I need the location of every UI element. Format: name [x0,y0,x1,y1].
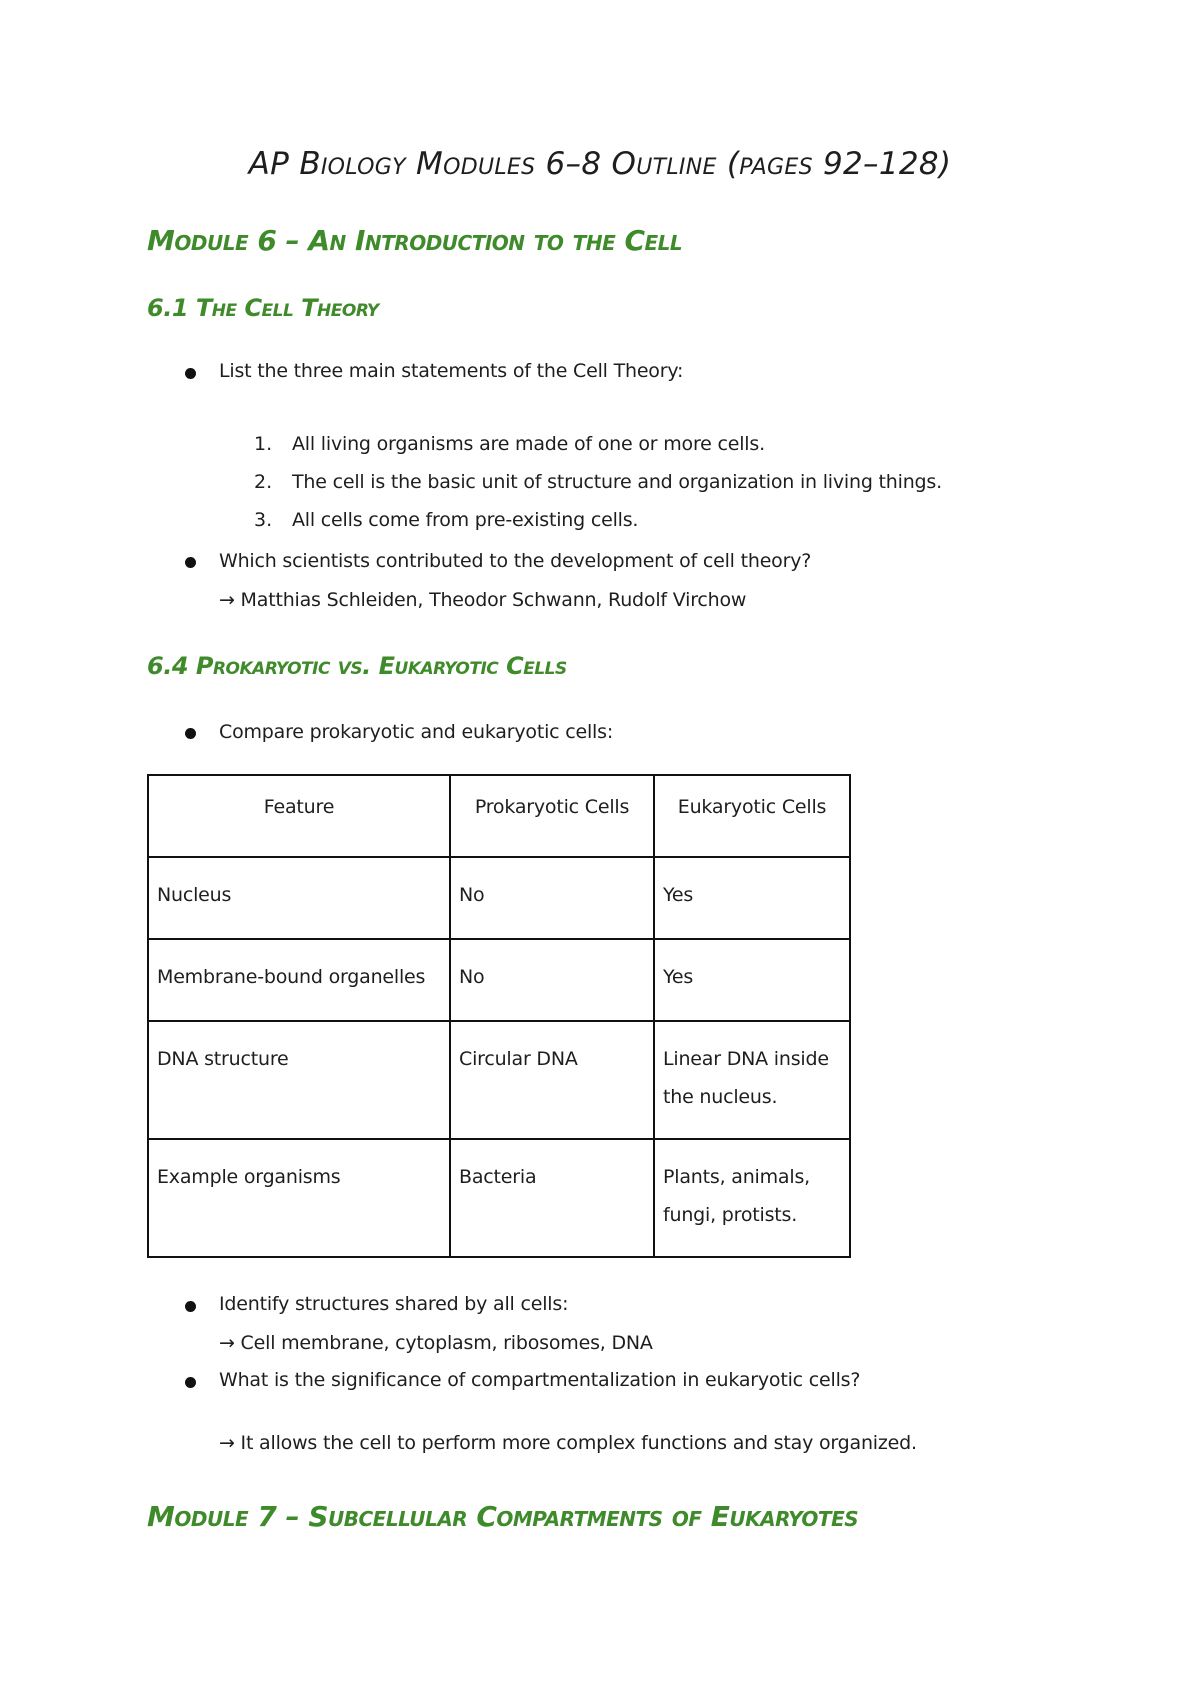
table-row [148,857,850,939]
table-cell: DNA structure [157,1048,289,1070]
section-6-1-heading: 6.1 The Cell Theory [147,294,379,322]
table-cell: Circular DNA [459,1048,578,1070]
list-number: 2. [254,471,273,493]
section-6-4-heading: 6.4 Prokaryotic vs. Eukaryotic Cells [147,652,567,680]
cell-comparison-table [147,774,851,1258]
cell-theory-statement: All living organisms are made of one or more cells. [292,433,765,455]
table-cell: Plants, animals, fungi, protists. [663,1166,810,1226]
table-header-cell: Feature [263,796,335,818]
list-number: 1. [254,433,273,455]
table-header-cell: Prokaryotic Cells [474,796,630,818]
table-cell: Yes [663,966,694,988]
bullet-icon [185,557,196,568]
prompt-compare-cells: Compare prokaryotic and eukaryotic cells: [219,721,614,743]
table-row [148,939,850,1021]
table-cell: Nucleus [157,884,232,906]
table-header-cell: Eukaryotic Cells [677,796,827,818]
prompt-compartmentalization: What is the significance of compartmentalization in eukaryotic cells? [219,1369,861,1391]
table-cell: No [459,966,485,988]
table-cell: Yes [663,884,694,906]
bullet-icon [185,1377,196,1388]
document-title: AP Biology Modules 6–8 Outline (pages 92–128) [248,146,952,182]
prompt-cell-theory: List the three main statements of the Cell Theory: [219,360,684,382]
prompt-shared-structures: Identify structures shared by all cells: [219,1293,569,1315]
table-cell: Linear DNA inside the nucleus. [663,1048,829,1108]
answer-shared-structures: → Cell membrane, cytoplasm, ribosomes, DNA [219,1332,653,1354]
cell-theory-statement: The cell is the basic unit of structure and organization in living things. [292,471,942,493]
prompt-scientists: Which scientists contributed to the development of cell theory? [219,550,812,572]
table-cell: No [459,884,485,906]
module-7-heading: Module 7 – Subcellular Compartments of Eukaryotes [147,1500,859,1533]
table-cell: Membrane-bound organelles [157,966,426,988]
table-cell: Bacteria [459,1166,537,1188]
bullet-icon [185,728,196,739]
cell-theory-statement: All cells come from pre-existing cells. [292,509,639,531]
answer-compartmentalization: → It allows the cell to perform more complex functions and stay organized. [219,1432,917,1454]
table-row [148,1021,850,1139]
list-number: 3. [254,509,273,531]
bullet-icon [185,368,196,379]
table-row [148,1139,850,1257]
table-header-row [148,775,850,857]
module-6-heading: Module 6 – An Introduction to the Cell [147,224,683,257]
bullet-icon [185,1301,196,1312]
answer-scientists: → Matthias Schleiden, Theodor Schwann, Rudolf Virchow [219,589,747,611]
table-cell: Example organisms [157,1166,341,1188]
